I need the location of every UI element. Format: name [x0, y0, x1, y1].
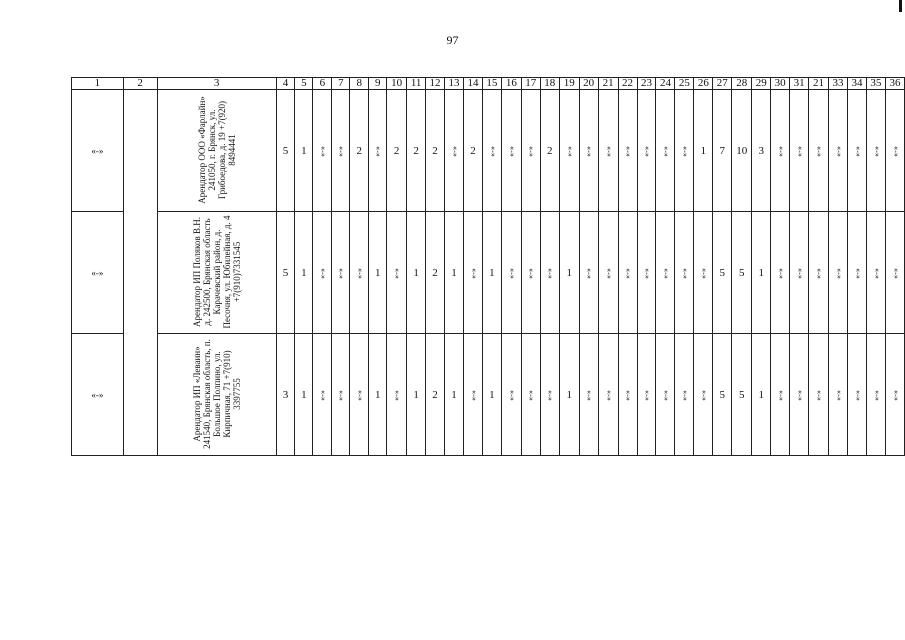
page-edge-mark: [899, 0, 902, 12]
value-cell: [713, 334, 732, 456]
value-text: «-»: [317, 267, 327, 279]
value-text: «-»: [660, 267, 670, 279]
value-text: 3: [282, 388, 289, 401]
value-text: «-»: [814, 145, 824, 157]
value-cell: [656, 334, 675, 456]
row-col1-cell: [72, 90, 124, 212]
header-cell: 6: [313, 78, 332, 90]
value-cell: [445, 212, 464, 334]
tenant-cell: [157, 334, 276, 456]
value-cell: [847, 212, 866, 334]
value-text: «-»: [336, 389, 346, 401]
value-cell: [295, 334, 313, 456]
value-text: 1: [374, 388, 381, 401]
row-col1-value: «-»: [91, 267, 104, 278]
value-text: «-»: [852, 267, 862, 279]
value-text: «-»: [506, 267, 516, 279]
value-text: «-»: [833, 389, 843, 401]
value-text: 1: [489, 388, 495, 401]
value-text: «-»: [336, 145, 346, 157]
value-text: «-»: [660, 389, 670, 401]
value-text: «-»: [852, 389, 862, 401]
value-cell: [752, 212, 771, 334]
value-text: «-»: [506, 389, 516, 401]
value-text: «-»: [603, 267, 613, 279]
value-cell: [540, 212, 559, 334]
value-text: «-»: [564, 145, 574, 157]
header-cell: 8: [350, 78, 369, 90]
tenant-text: Арендатор ИП «Леваин» 241540, Брянская область, п. Большое Полпино, ул. Кирпичная, 71 +7(910) 3397755: [191, 339, 242, 449]
value-cell: [713, 90, 732, 212]
row-col1-cell: [72, 212, 124, 334]
header-cell: 2: [123, 78, 157, 90]
value-cell: [407, 212, 426, 334]
value-cell: [656, 212, 675, 334]
value-cell: [809, 212, 829, 334]
value-cell: [276, 90, 295, 212]
value-cell: [387, 212, 407, 334]
value-text: 1: [413, 266, 419, 279]
value-text: 1: [758, 388, 764, 401]
value-cell: [790, 334, 809, 456]
header-cell: 25: [675, 78, 694, 90]
value-text: 10: [736, 144, 748, 157]
value-text: 5: [739, 388, 745, 401]
row-col1-cell: [72, 334, 124, 456]
value-text: «-»: [545, 389, 555, 401]
value-cell: [313, 90, 332, 212]
value-text: «-»: [545, 267, 555, 279]
value-text: «-»: [487, 145, 497, 157]
value-text: «-»: [641, 267, 651, 279]
value-text: 1: [566, 266, 572, 279]
header-cell: 9: [369, 78, 387, 90]
value-text: «-»: [852, 145, 862, 157]
value-text: 1: [374, 266, 381, 279]
tenant-cell: [157, 212, 276, 334]
value-text: 1: [413, 388, 419, 401]
value-cell: [829, 212, 848, 334]
value-text: 1: [566, 388, 572, 401]
value-cell: [501, 90, 521, 212]
value-cell: [752, 334, 771, 456]
value-text: «-»: [392, 389, 402, 401]
value-text: 2: [432, 144, 438, 157]
header-cell: 29: [752, 78, 771, 90]
value-cell: [521, 212, 540, 334]
header-cell: 5: [295, 78, 313, 90]
value-text: «-»: [775, 267, 785, 279]
value-cell: [463, 212, 482, 334]
value-cell: [559, 90, 579, 212]
value-text: 5: [282, 266, 289, 279]
value-cell: [809, 90, 829, 212]
value-cell: [276, 212, 295, 334]
value-text: «-»: [468, 389, 478, 401]
tenant-text: Арендатор ООО «Фарлайн» 241050, г. Брянск, ул. Грибоедова, д. 19 +7(920) 8494441: [196, 96, 237, 204]
value-text: «-»: [814, 389, 824, 401]
value-cell: [618, 90, 637, 212]
value-cell: [694, 334, 713, 456]
value-cell: [369, 90, 387, 212]
value-cell: [313, 212, 332, 334]
value-text: «-»: [584, 389, 594, 401]
value-cell: [482, 212, 501, 334]
value-cell: [713, 212, 732, 334]
value-cell: [295, 90, 313, 212]
value-text: «-»: [392, 267, 402, 279]
value-text: «-»: [679, 267, 689, 279]
value-cell: [618, 212, 637, 334]
value-text: 1: [489, 266, 495, 279]
value-cell: [463, 90, 482, 212]
value-cell: [426, 334, 445, 456]
value-text: «-»: [641, 145, 651, 157]
value-cell: [426, 212, 445, 334]
value-cell: [637, 90, 656, 212]
header-cell: 20: [579, 78, 598, 90]
value-cell: [675, 212, 694, 334]
value-text: 1: [700, 144, 707, 157]
value-cell: [295, 212, 313, 334]
header-cell: 18: [540, 78, 559, 90]
value-cell: [847, 90, 866, 212]
value-cell: [387, 334, 407, 456]
value-text: «-»: [871, 145, 881, 157]
header-cell: 4: [276, 78, 295, 90]
value-cell: [790, 212, 809, 334]
value-text: 1: [451, 266, 457, 279]
header-cell: 22: [618, 78, 637, 90]
value-text: 2: [356, 144, 363, 157]
value-text: 1: [451, 388, 457, 401]
value-text: 1: [758, 266, 764, 279]
value-text: «-»: [794, 389, 804, 401]
value-text: «-»: [317, 145, 327, 157]
value-cell: [540, 334, 559, 456]
value-cell: [579, 90, 598, 212]
value-cell: [885, 334, 904, 456]
header-cell: 11: [407, 78, 426, 90]
value-cell: [350, 90, 369, 212]
value-cell: [618, 334, 637, 456]
value-cell: [866, 212, 885, 334]
value-cell: [387, 90, 407, 212]
header-cell: 31: [790, 78, 809, 90]
value-text: «-»: [833, 145, 843, 157]
value-cell: [332, 334, 350, 456]
value-cell: [463, 334, 482, 456]
value-text: «-»: [698, 389, 708, 401]
header-cell: 13: [445, 78, 464, 90]
value-text: 1: [301, 266, 307, 279]
header-cell: 12: [426, 78, 445, 90]
value-text: «-»: [584, 145, 594, 157]
header-cell: 14: [463, 78, 482, 90]
value-text: 7: [719, 144, 726, 157]
value-cell: [637, 334, 656, 456]
value-text: 3: [758, 144, 764, 157]
value-cell: [579, 334, 598, 456]
value-cell: [559, 334, 579, 456]
value-cell: [771, 334, 790, 456]
header-cell: 15: [482, 78, 501, 90]
value-cell: [501, 334, 521, 456]
value-cell: [579, 212, 598, 334]
value-text: «-»: [449, 145, 459, 157]
value-text: 2: [470, 144, 476, 157]
value-cell: [482, 334, 501, 456]
value-text: 5: [739, 266, 745, 279]
value-text: «-»: [871, 267, 881, 279]
value-text: «-»: [506, 145, 516, 157]
data-table: [71, 77, 905, 456]
value-text: 2: [432, 266, 438, 279]
value-cell: [350, 212, 369, 334]
value-cell: [407, 90, 426, 212]
value-text: «-»: [814, 267, 824, 279]
value-text: 2: [413, 144, 419, 157]
table-row: [72, 90, 905, 212]
header-cell: 28: [732, 78, 752, 90]
value-cell: [313, 334, 332, 456]
header-cell: 17: [521, 78, 540, 90]
value-cell: [866, 90, 885, 212]
value-cell: [694, 90, 713, 212]
value-cell: [598, 90, 618, 212]
value-text: «-»: [794, 145, 804, 157]
value-text: «-»: [794, 267, 804, 279]
header-cell: 34: [847, 78, 866, 90]
value-cell: [885, 212, 904, 334]
value-text: 2: [393, 144, 400, 157]
header-cell: 16: [501, 78, 521, 90]
header-row: [72, 78, 905, 90]
row-col1-value: «-»: [91, 145, 104, 156]
value-cell: [407, 334, 426, 456]
header-cell: 10: [387, 78, 407, 90]
value-cell: [369, 212, 387, 334]
value-cell: [790, 90, 809, 212]
value-text: «-»: [890, 267, 900, 279]
table-row: [72, 212, 905, 334]
value-text: «-»: [603, 145, 613, 157]
value-cell: [809, 334, 829, 456]
value-text: «-»: [623, 267, 633, 279]
value-cell: [866, 334, 885, 456]
value-cell: [332, 90, 350, 212]
header-cell: 27: [713, 78, 732, 90]
table-row: [72, 334, 905, 456]
value-cell: [482, 90, 501, 212]
value-text: «-»: [526, 145, 536, 157]
value-text: «-»: [354, 389, 364, 401]
value-cell: [559, 212, 579, 334]
value-cell: [732, 334, 752, 456]
value-text: «-»: [641, 389, 651, 401]
header-cell: 23: [637, 78, 656, 90]
value-text: «-»: [698, 267, 708, 279]
value-cell: [885, 90, 904, 212]
value-text: «-»: [468, 267, 478, 279]
header-cell: 24: [656, 78, 675, 90]
value-text: «-»: [623, 389, 633, 401]
header-cell: 21: [598, 78, 618, 90]
header-cell: 3: [157, 78, 276, 90]
value-cell: [752, 90, 771, 212]
row-col1-value: «-»: [91, 389, 104, 400]
value-cell: [732, 212, 752, 334]
value-text: «-»: [623, 145, 633, 157]
value-text: «-»: [584, 267, 594, 279]
header-cell: 26: [694, 78, 713, 90]
value-text: «-»: [336, 267, 346, 279]
row-col2-cell: [123, 90, 157, 456]
header-cell: 1: [72, 78, 124, 90]
value-text: 5: [719, 388, 726, 401]
value-cell: [637, 212, 656, 334]
value-cell: [369, 334, 387, 456]
value-text: «-»: [317, 389, 327, 401]
header-cell: 35: [866, 78, 885, 90]
value-cell: [675, 334, 694, 456]
value-cell: [426, 90, 445, 212]
value-text: «-»: [526, 389, 536, 401]
value-text: 2: [547, 144, 553, 157]
tenant-text: Арендатор ИП Поляков В.Н. д. 242500, Брянская область Карачевский район, д. Песочня, ул. Юбилейная, д. 4 +7(910)7331545: [191, 215, 242, 329]
value-text: 5: [719, 266, 726, 279]
value-cell: [656, 90, 675, 212]
value-text: «-»: [775, 145, 785, 157]
value-text: «-»: [354, 267, 364, 279]
value-text: «-»: [373, 145, 383, 157]
value-text: «-»: [833, 267, 843, 279]
header-cell: 19: [559, 78, 579, 90]
value-cell: [540, 90, 559, 212]
value-text: «-»: [871, 389, 881, 401]
value-cell: [598, 212, 618, 334]
value-text: «-»: [775, 389, 785, 401]
value-cell: [445, 334, 464, 456]
page-number: 97: [446, 33, 459, 47]
value-cell: [521, 334, 540, 456]
value-cell: [694, 212, 713, 334]
value-text: 5: [282, 144, 289, 157]
value-cell: [332, 212, 350, 334]
value-cell: [771, 212, 790, 334]
header-cell: 30: [771, 78, 790, 90]
value-text: 1: [301, 388, 307, 401]
value-text: «-»: [603, 389, 613, 401]
value-text: «-»: [890, 145, 900, 157]
tenant-cell: [157, 90, 276, 212]
value-cell: [829, 334, 848, 456]
value-cell: [829, 90, 848, 212]
value-cell: [350, 334, 369, 456]
value-text: «-»: [890, 389, 900, 401]
header-cell: 36: [885, 78, 904, 90]
value-text: «-»: [660, 145, 670, 157]
value-cell: [598, 334, 618, 456]
value-text: 2: [432, 388, 438, 401]
value-text: 1: [301, 144, 307, 157]
header-cell: 33: [829, 78, 848, 90]
value-text: «-»: [526, 267, 536, 279]
value-cell: [445, 90, 464, 212]
value-cell: [276, 334, 295, 456]
value-text: «-»: [679, 389, 689, 401]
value-cell: [732, 90, 752, 212]
value-cell: [847, 334, 866, 456]
value-cell: [675, 90, 694, 212]
header-cell: 21: [809, 78, 829, 90]
value-cell: [771, 90, 790, 212]
header-cell: 7: [332, 78, 350, 90]
value-cell: [501, 212, 521, 334]
value-text: «-»: [679, 145, 689, 157]
value-cell: [521, 90, 540, 212]
